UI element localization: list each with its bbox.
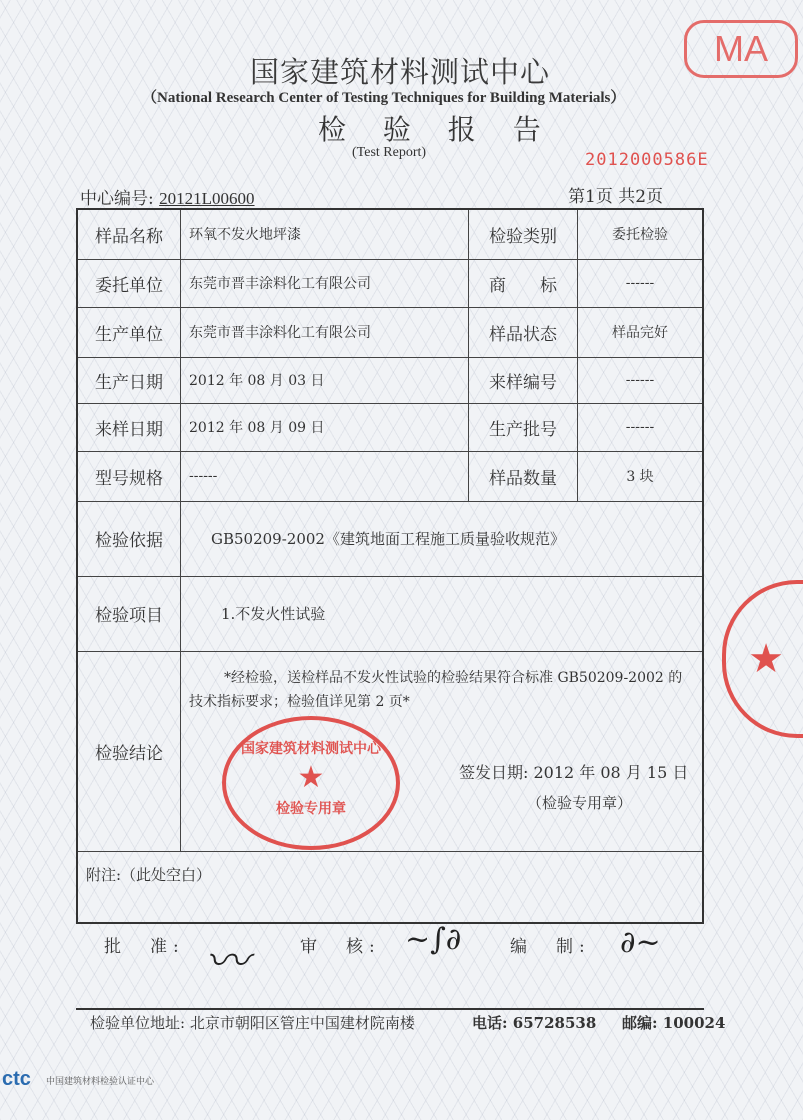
center-number (80, 184, 255, 209)
org-name-en: （National Research Center of Testing Techniques for Building Materials） (142, 90, 626, 106)
field-value: ------ (578, 259, 704, 307)
field-label: 生产单位 (77, 307, 181, 357)
field-value: 委托检验 (578, 209, 704, 259)
footer-address: 检验单位地址: 北京市朝阳区管庄中国建材院南楼 (90, 1014, 415, 1032)
conclusion-label: 检验结论 (77, 651, 181, 851)
field-value: 3 块 (578, 451, 704, 501)
basis-value: GB50209-2002《建筑地面工程施工质量验收规范》 (181, 501, 704, 576)
table-row (77, 357, 703, 403)
ctc-logo: ctc (2, 1068, 31, 1090)
ctc-logo-text: 中国建筑材料检验认证中心 (46, 1077, 155, 1087)
approve-signature: 〰 (205, 936, 249, 987)
field-value: 2012 年 08 月 03 日 (181, 357, 469, 403)
field-value: 东莞市晋丰涂料化工有限公司 (181, 307, 469, 357)
items-row (77, 576, 703, 651)
seal-bottom-text: 检验专用章 (276, 801, 346, 817)
footer-phone: 电话: 65728538 (472, 1014, 597, 1032)
table-row (77, 209, 703, 259)
table-row (77, 307, 703, 357)
review-label: 审 核: (300, 937, 381, 957)
center-number-label: 中心编号: (80, 189, 154, 209)
seal-note: （检验专用章） (527, 793, 633, 812)
field-value: ------ (181, 451, 469, 501)
field-label: 来样日期 (77, 403, 181, 451)
partial-seal-star-icon: ★ (722, 580, 803, 738)
table-row (77, 451, 703, 501)
issue-date: 签发日期: 2012 年 08 月 15 日 (459, 762, 689, 782)
page-indicator: 第1页 共2页 (568, 187, 664, 207)
footer-divider (76, 1008, 704, 1010)
field-label: 型号规格 (77, 451, 181, 501)
field-value: ------ (578, 357, 704, 403)
field-label: 商 标 (469, 259, 578, 307)
field-label: 检验类别 (469, 209, 578, 259)
items-label: 检验项目 (77, 576, 181, 651)
field-label: 生产批号 (469, 403, 578, 451)
field-value: 2012 年 08 月 09 日 (181, 403, 469, 451)
cma-stamp: MA (684, 20, 798, 78)
review-signature: ~∫∂ (405, 922, 462, 957)
cert-code: 2012000586E (585, 150, 709, 170)
field-label: 样品状态 (469, 307, 578, 357)
compile-signature: ∂~ (620, 925, 661, 960)
report-title-en: (Test Report) (352, 145, 427, 160)
star-icon: ★ (297, 760, 325, 795)
inspection-seal (222, 716, 400, 850)
field-value: ------ (578, 403, 704, 451)
field-label: 生产日期 (77, 357, 181, 403)
field-label: 样品数量 (469, 451, 578, 501)
compile-label: 编 制: (510, 937, 591, 957)
approve-label: 批 准: (104, 937, 185, 957)
table-row (77, 403, 703, 451)
field-label: 来样编号 (469, 357, 578, 403)
basis-row (77, 501, 703, 576)
conclusion-text: *经检验，送检样品不发火性试验的检验结果符合标准 GB50209-2002 的技术指标要求；检验值详见第 2 页* (189, 669, 683, 710)
field-label: 委托单位 (77, 259, 181, 307)
remark-row (77, 851, 703, 923)
org-name-cn: 国家建筑材料测试中心 (250, 55, 551, 89)
report-title: 检 验 报 告 (318, 113, 555, 146)
seal-text: 国家建筑材料测试中心 (241, 741, 381, 757)
footer-postcode: 邮编: 100024 (622, 1014, 726, 1032)
field-value: 环氧不发火地坪漆 (181, 209, 469, 259)
field-value: 样品完好 (578, 307, 704, 357)
items-value: 1.不发火性试验 (181, 576, 704, 651)
remark: 附注:（此处空白） (77, 851, 703, 923)
field-value: 东莞市晋丰涂料化工有限公司 (181, 259, 469, 307)
table-row (77, 259, 703, 307)
center-number-value: 20121L00600 (159, 189, 255, 208)
basis-label: 检验依据 (77, 501, 181, 576)
field-label: 样品名称 (77, 209, 181, 259)
